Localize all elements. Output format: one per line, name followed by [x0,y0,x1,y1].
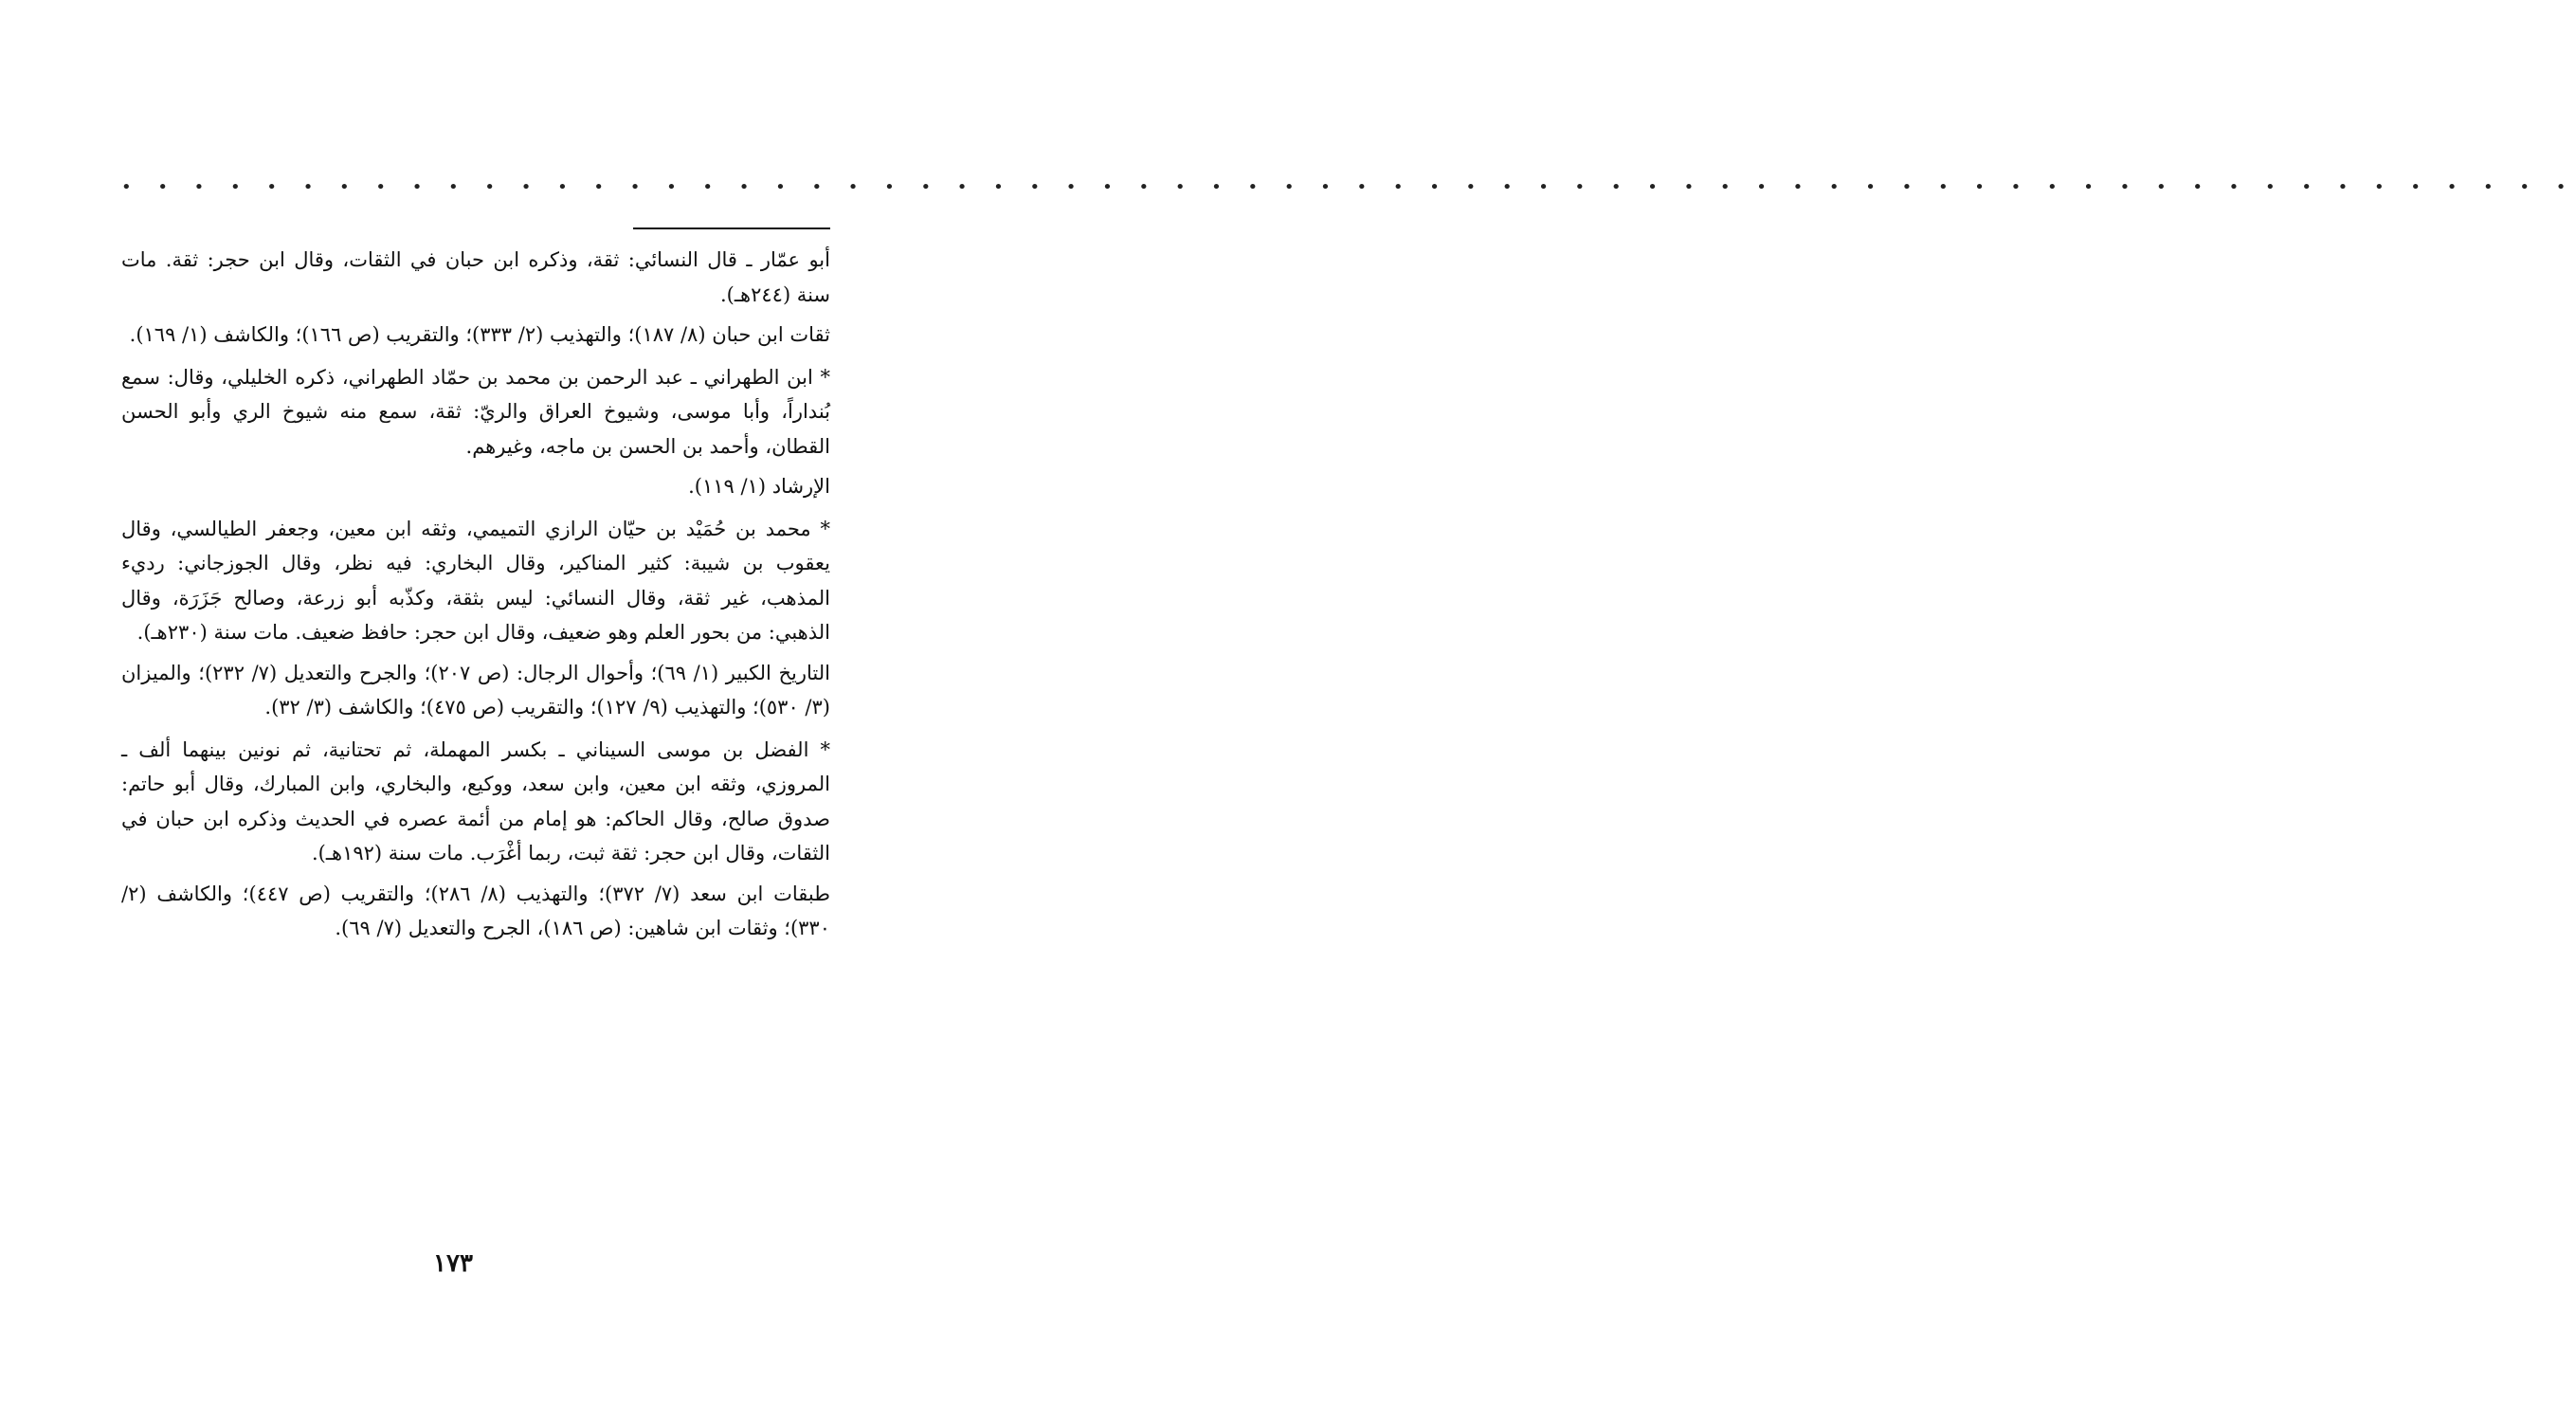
footnote-rule [633,227,830,229]
footnote-ibn-al-tahrani: * ابن الطهراني ـ عبد الرحمن بن محمد بن حمّاد الطهراني، ذكره الخليلي، وقال: سمع بُنداراً، وأبا موسى، وشيوخ العراق والريّ: ثقة، سمع منه شيوخ الري وأبو الحسن القطان، وأحمد بن الحسن بن ماجه، وغيرهم. [121,365,830,458]
footnote-muhammad-ibn-humayd-sources: التاريخ الكبير (١/ ٦٩)؛ وأحوال الرجال: (ص ٢٠٧)؛ والجرح والتعديل (٧/ ٢٣٢)؛ والميزان (٣/ ٥٣٠)؛ والتهذيب (٩/ ١٢٧)؛ والتقريب (ص ٤٧٥)؛ والكاشف (٣/ ٣٢). [121,661,830,719]
dotted-separator: • • • • • • • • • • • • • • • • • • • • • • • • • • • • • • • • • • • • • • • • • • • • • • • • • • • • • • • • • • • • • • • • • • • • [121,177,2576,197]
footnote-al-fadl-ibn-musa-sources: طبقات ابن سعد (٧/ ٣٧٢)؛ والتهذيب (٨/ ٢٨٦)؛ والتقريب (ص ٤٤٧)؛ والكاشف (٢/ ٣٣٠)؛ وثقات ابن شاهين: (ص ١٨٦)، الجرح والتعديل (٧/ ٦٩). [121,882,830,939]
footnote-muhammad-ibn-humayd: * محمد بن حُمَيْد بن حيّان الرازي التميمي، وثقه ابن معين، وجعفر الطيالسي، وقال يعقوب بن شيبة: كثير المناكير، وقال البخاري: فيه نظر، وقال الجوزجاني: رديء المذهب، غير ثقة، وقال النسائي: ليس بثقة، وكذّبه أبو زرعة، وصالح جَزَرَة، وقال الذهبي: من بحور العلم وهو ضعيف، وقال ابن حجر: حافظ ضعيف. مات سنة (٢٣٠هـ). [121,517,830,644]
footnotes [121,243,830,954]
page-number: ١٧٣ [433,1249,473,1278]
footnote-ibn-al-tahrani-sources: الإرشاد (١/ ١١٩). [688,475,830,498]
footnote-abu-ammar-sources: ثقات ابن حبان (٨/ ١٨٧)؛ والتهذيب (٢/ ٣٣٣)؛ والتقريب (ص ١٦٦)؛ والكاشف (١/ ١٦٩). [129,323,830,346]
footnote-abu-ammar: أبو عمّار ـ قال النسائي: ثقة، وذكره ابن حبان في الثقات، وقال ابن حجر: ثقة. مات سنة (٢٤٤هـ). [121,248,830,306]
footnote-al-fadl-ibn-musa: * الفضل بن موسى السيناني ـ بكسر المهملة، ثم تحتانية، ثم نونين بينهما ألف ـ المروزي، وثقه ابن معين، وابن سعد، ووكيع، والبخاري، وابن المبارك، وقال أبو حاتم: صدوق صالح، وقال الحاكم: هو إمام من أئمة عصره في الحديث وذكره ابن حبان في الثقات، وقال ابن حجر: ثقة ثبت، ربما أغْرَب. مات سنة (١٩٢هـ). [121,737,830,864]
